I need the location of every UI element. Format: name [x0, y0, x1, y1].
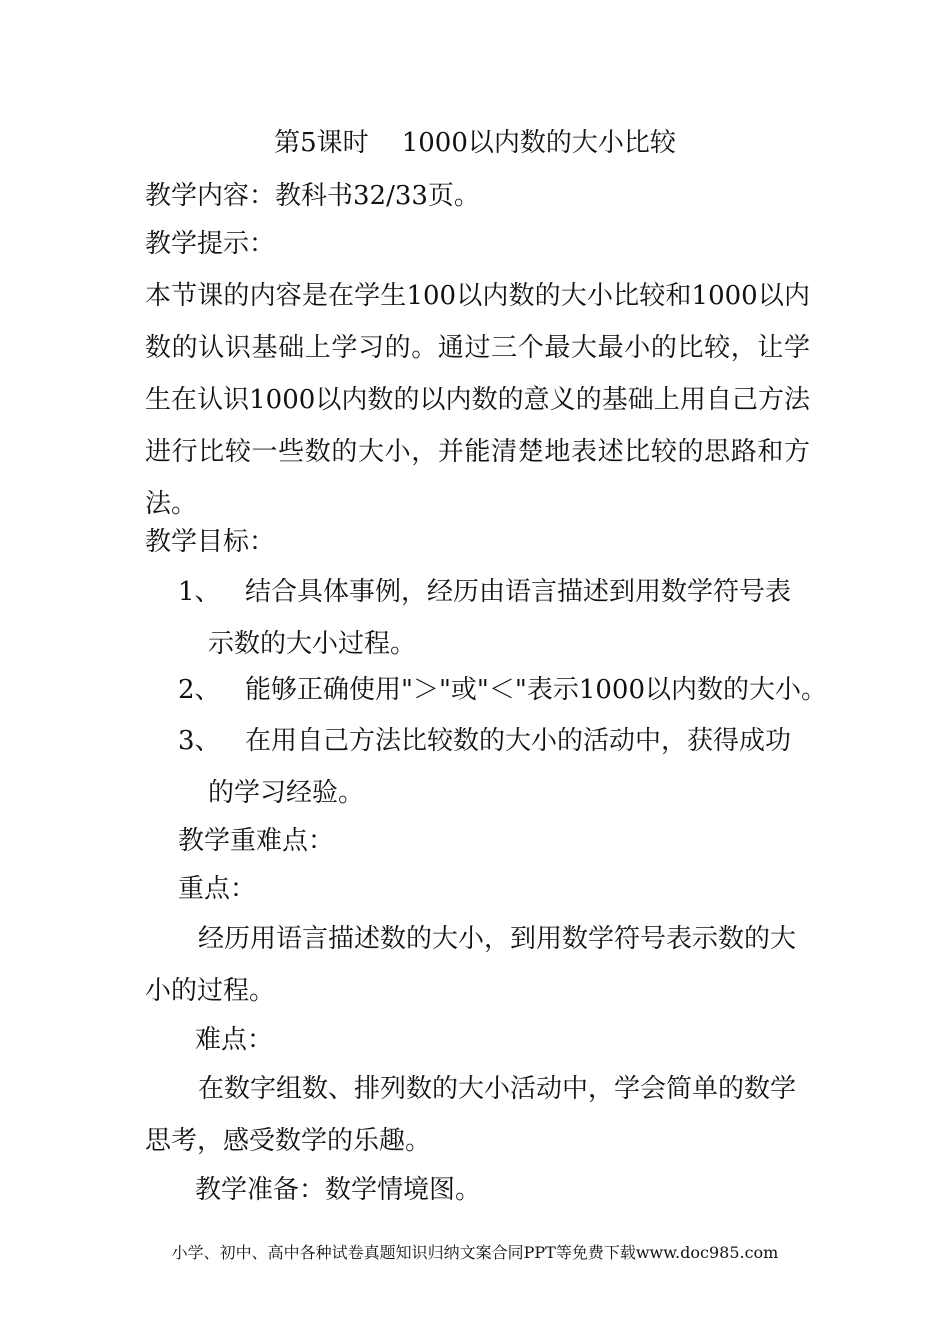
teaching-content-line: 教学内容：教科书32/33页。 [145, 181, 480, 211]
difficult-point-heading: 难点： [195, 1025, 274, 1055]
goal-2-number: 2、 [178, 675, 221, 705]
teaching-hint-heading: 教学提示： [145, 229, 276, 259]
teaching-goals-heading: 教学目标： [145, 527, 276, 557]
difficult-point-text: 在数字组数、排列数的大小活动中，学会简单的数学思考，感受数学的乐趣。 [145, 1074, 797, 1156]
key-point-heading: 重点： [178, 874, 257, 904]
lesson-title: 第5课时 1000以内数的大小比较 [274, 128, 676, 158]
key-point-text: 经历用语言描述数的大小，到用数学符号表示数的大小的过程。 [145, 924, 797, 1006]
goal-1-number: 1、 [178, 577, 221, 607]
goal-2-text: 能够正确使用"＞"或"＜"表示1000以内数的大小。 [245, 675, 828, 705]
goal-1-text: 结合具体事例，经历由语言描述到用数学符号表示数的大小过程。 [208, 577, 792, 659]
goal-3-text: 在用自己方法比较数的大小的活动中，获得成功的学习经验。 [208, 726, 792, 808]
key-difficult-heading: 教学重难点： [178, 826, 335, 856]
goal-3-number: 3、 [178, 726, 221, 756]
page-footer: 小学、初中、高中各种试卷真题知识归纳文案合同PPT等免费下载www.doc985.com [171, 1243, 779, 1262]
teaching-preparation: 教学准备：数学情境图。 [195, 1175, 482, 1205]
teaching-hint-paragraph: 本节课的内容是在学生100以内数的大小比较和1000以内数的认识基础上学习的。通过三个最大最小的比较，让学生在认识1000以内数的以内数的意义的基础上用自己方法进行比较一些数的大小，并能清楚地表述比较的思路和方法。 [145, 281, 810, 519]
